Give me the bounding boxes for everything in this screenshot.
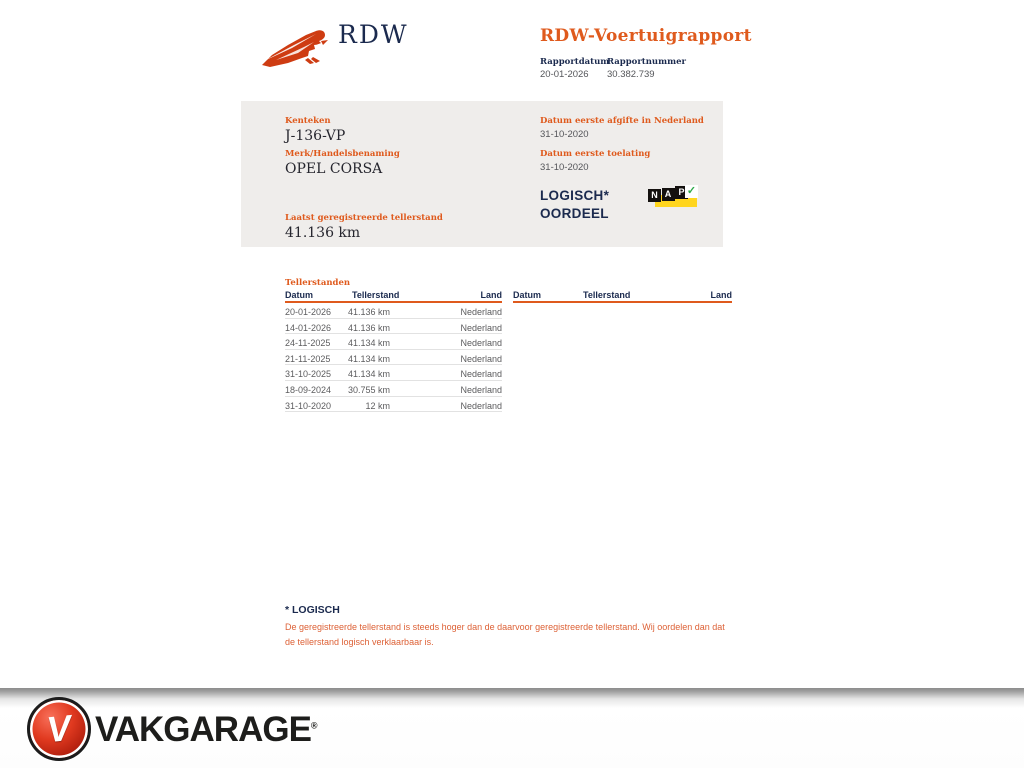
- row-datum: 20-01-2026: [285, 307, 332, 317]
- table-header: [513, 290, 732, 303]
- tellerstanden-rows: [285, 303, 502, 412]
- vakgarage-footer-bar: [0, 688, 1024, 768]
- table-row: [285, 381, 502, 397]
- row-land: Nederland: [460, 307, 502, 317]
- rapportnummer-value: 30.382.739: [607, 69, 655, 80]
- afgifte-label: Datum eerste afgifte in Nederland: [540, 116, 704, 126]
- row-tellerstand: 30.755 km: [347, 384, 390, 395]
- table-header: [285, 290, 502, 303]
- row-datum: 18-09-2024: [285, 384, 332, 395]
- row-land: Nederland: [460, 353, 502, 364]
- row-land: Nederland: [460, 369, 502, 380]
- row-datum: 31-10-2025: [285, 369, 332, 380]
- report-title: RDW-Voertuigrapport: [540, 26, 752, 46]
- tellerstanden-table-left: [285, 290, 502, 412]
- column-header-land: Land: [480, 290, 502, 300]
- column-header-datum: Datum: [513, 290, 542, 300]
- footnote-text: De geregistreerde tellerstand is steeds hoger dan de daarvoor geregistreerde tellerstand. Wij oordelen dan dat de tellerstand logisch verklaarbaar is.: [285, 622, 725, 647]
- tellerstanden-table-right: [513, 290, 732, 303]
- column-header-tellerstand: Tellerstand: [352, 290, 400, 300]
- table-row: [285, 397, 502, 413]
- table-row: [285, 303, 502, 319]
- row-tellerstand: 41.134 km: [347, 338, 390, 349]
- toelating-label: Datum eerste toelating: [540, 149, 651, 159]
- vakgarage-v-letter: V: [44, 706, 74, 751]
- column-header-tellerstand: Tellerstand: [583, 290, 631, 300]
- nap-logo: [648, 185, 698, 210]
- laatste-tellerstand-label: Laatst geregistreerde tellerstand: [285, 213, 443, 223]
- table-row: [285, 365, 502, 381]
- vakgarage-wordmark-text: VAKGARAGE: [95, 710, 311, 749]
- row-tellerstand: 41.134 km: [347, 353, 390, 364]
- column-header-datum: Datum: [285, 290, 314, 300]
- rapportdatum-value: 20-01-2026: [540, 69, 589, 80]
- table-row: [285, 350, 502, 366]
- vehicle-summary-box: [241, 101, 723, 247]
- row-tellerstand: 41.134 km: [347, 369, 390, 380]
- row-datum: 21-11-2025: [285, 353, 331, 364]
- nap-letter-n: N: [648, 189, 661, 202]
- row-land: Nederland: [460, 400, 502, 411]
- footnote-title: * LOGISCH: [285, 604, 340, 616]
- laatste-tellerstand-value: 41.136 km: [285, 225, 361, 241]
- rdw-brand-wordmark: RDW: [338, 20, 409, 49]
- rapportnummer-label: Rapportnummer: [607, 57, 686, 67]
- row-datum: 24-11-2025: [285, 338, 331, 349]
- row-land: Nederland: [460, 384, 502, 395]
- row-land: Nederland: [460, 322, 502, 333]
- nap-check-icon: ✓: [686, 185, 697, 197]
- afgifte-value: 31-10-2020: [540, 129, 589, 140]
- table-row: [285, 334, 502, 350]
- row-tellerstand: 12 km: [365, 400, 390, 411]
- toelating-value: 31-10-2020: [540, 162, 589, 173]
- row-datum: 31-10-2020: [285, 400, 332, 411]
- rapportdatum-label: Rapportdatum: [540, 57, 610, 67]
- column-header-land: Land: [710, 290, 732, 300]
- rdw-bird-logo-icon: [258, 27, 334, 71]
- table-row: [285, 319, 502, 335]
- registered-mark: ®: [310, 720, 317, 731]
- row-datum: 14-01-2026: [285, 322, 332, 333]
- kenteken-value: J-136-VP: [285, 128, 346, 144]
- row-tellerstand: 41.136 km: [347, 307, 390, 317]
- kenteken-label: Kenteken: [285, 116, 331, 126]
- tellerstanden-title: Tellerstanden: [285, 278, 351, 288]
- merk-label: Merk/Handelsbenaming: [285, 149, 400, 159]
- nap-letter-p: P: [675, 186, 688, 199]
- oordeel-line1: LOGISCH*: [540, 188, 610, 203]
- nap-letter-a: A: [662, 188, 675, 201]
- vakgarage-logo-icon: [27, 697, 91, 761]
- oordeel-line2: OORDEEL: [540, 206, 609, 221]
- row-tellerstand: 41.136 km: [347, 322, 390, 333]
- row-land: Nederland: [460, 338, 502, 349]
- merk-value: OPEL CORSA: [285, 161, 383, 177]
- nap-oordeel-text: [540, 187, 609, 223]
- vakgarage-wordmark: [95, 710, 317, 750]
